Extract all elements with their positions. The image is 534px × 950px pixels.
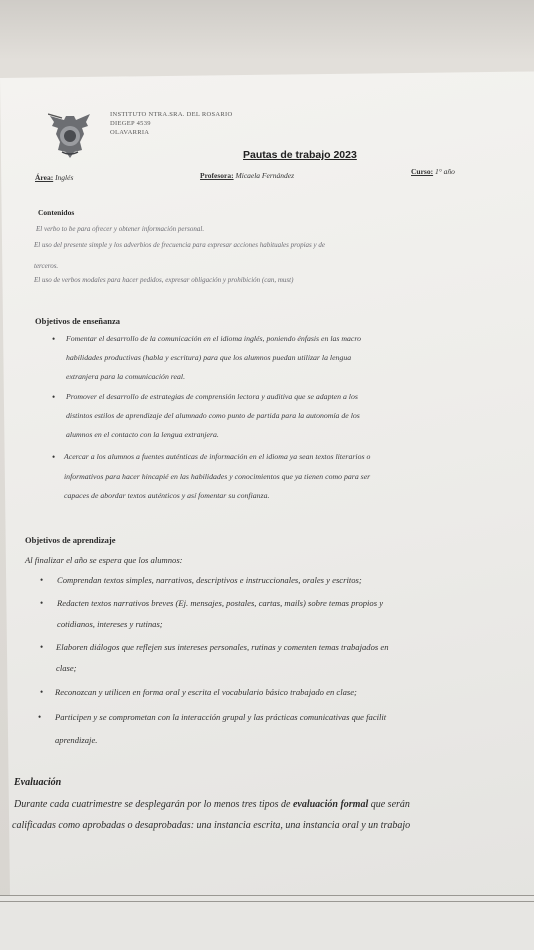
learning-item-line: Comprendan textos simples, narrativos, descriptivos e instruccionales, orales y escritos; (57, 575, 362, 585)
bullet-icon: • (52, 392, 56, 402)
area-value: Inglés (55, 173, 74, 182)
school-crest-logo (48, 112, 92, 158)
teaching-item-line: informativos para hacer hincapié en las habilidades y conocimientos que ya tienen como para ser (64, 472, 371, 481)
teaching-item-line: habilidades productivas (habla y escritura) para que los alumnos puedan utilizar la lengua (66, 353, 352, 362)
evaluation-emphasis: evaluación formal (292, 799, 369, 810)
learning-item-line: Participen y se comprometan con la interacción grupal y las prácticas comunicativas que facilit (55, 712, 387, 722)
contents-line: El uso del presente simple y los adverbios de frecuencia para expresar acciones habituales propias y de (34, 241, 325, 249)
learning-item-line: clase; (56, 663, 77, 673)
teaching-item-line: Promover el desarrollo de estrategias de comprensión lectora y auditiva que se adapten a los (66, 392, 358, 401)
teaching-item-line: alumnos en el contacto con la lengua extranjera. (66, 430, 219, 439)
evaluation-line (14, 799, 410, 810)
learning-item-line: cotidianos, intereses y rutinas; (57, 619, 163, 629)
learning-item-line: Elaboren diálogos que reflejen sus intereses personales, rutinas y comenten temas trabajados en (56, 642, 389, 652)
divider (0, 895, 534, 896)
bullet-icon: • (40, 642, 44, 652)
evaluation-text: Durante cada cuatrimestre se desplegarán por lo menos tres tipos de (14, 799, 293, 810)
teaching-item-line: distintos estilos de aprendizaje del alumnado como punto de partida para la autonomía de los (66, 411, 360, 420)
evaluation-heading: Evaluación (14, 777, 62, 788)
learning-item-line: Reconozcan y utilicen en forma oral y escrita el vocabulario básico trabajado en clase; (55, 687, 357, 697)
learning-intro: Al finalizar el año se espera que los alumnos: (25, 555, 183, 565)
teaching-item-line: Fomentar el desarrollo de la comunicación en el idioma inglés, poniendo énfasis en las macro (66, 334, 362, 343)
institute-info (110, 110, 233, 137)
teacher-field (200, 171, 294, 180)
institute-line: DIEGEP 4539 (110, 120, 151, 127)
bullet-icon: • (40, 687, 44, 697)
teacher-label: Profesora: (200, 171, 234, 180)
course-value: 1° año (434, 167, 455, 176)
learning-item-line: Redacten textos narrativos breves (Ej. mensajes, postales, cartas, mails) sobre temas propios y (57, 598, 384, 608)
course-field (411, 167, 455, 176)
bullet-icon: • (52, 334, 56, 344)
bullet-icon: • (38, 712, 42, 722)
area-field (35, 173, 73, 182)
bullet-icon: • (52, 452, 56, 462)
course-label: Curso: (411, 167, 434, 176)
bullet-icon: • (40, 575, 44, 585)
contents-heading: Contenidos (38, 208, 75, 217)
contents-line: terceros. (34, 262, 59, 270)
teaching-item-line: extranjera para la comunicación real. (66, 372, 186, 381)
bullet-icon: • (40, 598, 44, 608)
institute-line: OLAVARRIA (110, 129, 150, 136)
institute-line: INSTITUTO NTRA.SRA. DEL ROSARIO (110, 111, 233, 118)
contents-line: El uso de verbos modales para hacer pedidos, expresar obligación y prohibición (can, must) (34, 276, 294, 284)
teaching-item-line: Acercar a los alumnos a fuentes auténticas de información en el idioma ya sean textos literarios o (64, 452, 371, 461)
teaching-objectives-heading: Objetivos de enseñanza (35, 316, 120, 326)
learning-objectives-heading: Objetivos de aprendizaje (25, 535, 116, 545)
teacher-value: Micaela Fernández (235, 171, 295, 180)
area-label: Área: (35, 173, 54, 182)
page-below (0, 895, 534, 950)
teaching-item-line: capaces de abordar textos auténticos y así fomentar su confianza. (64, 491, 270, 500)
evaluation-line: calificadas como aprobadas o desaprobadas: una instancia escrita, una instancia oral y un trabajo (12, 820, 411, 831)
contents-line: El verbo to be para ofrecer y obtener información personal. (36, 225, 205, 233)
evaluation-text: que serán (368, 799, 410, 810)
page-title: Pautas de trabajo 2023 (243, 149, 357, 161)
divider (0, 901, 534, 902)
learning-item-line: aprendizaje. (55, 735, 98, 745)
